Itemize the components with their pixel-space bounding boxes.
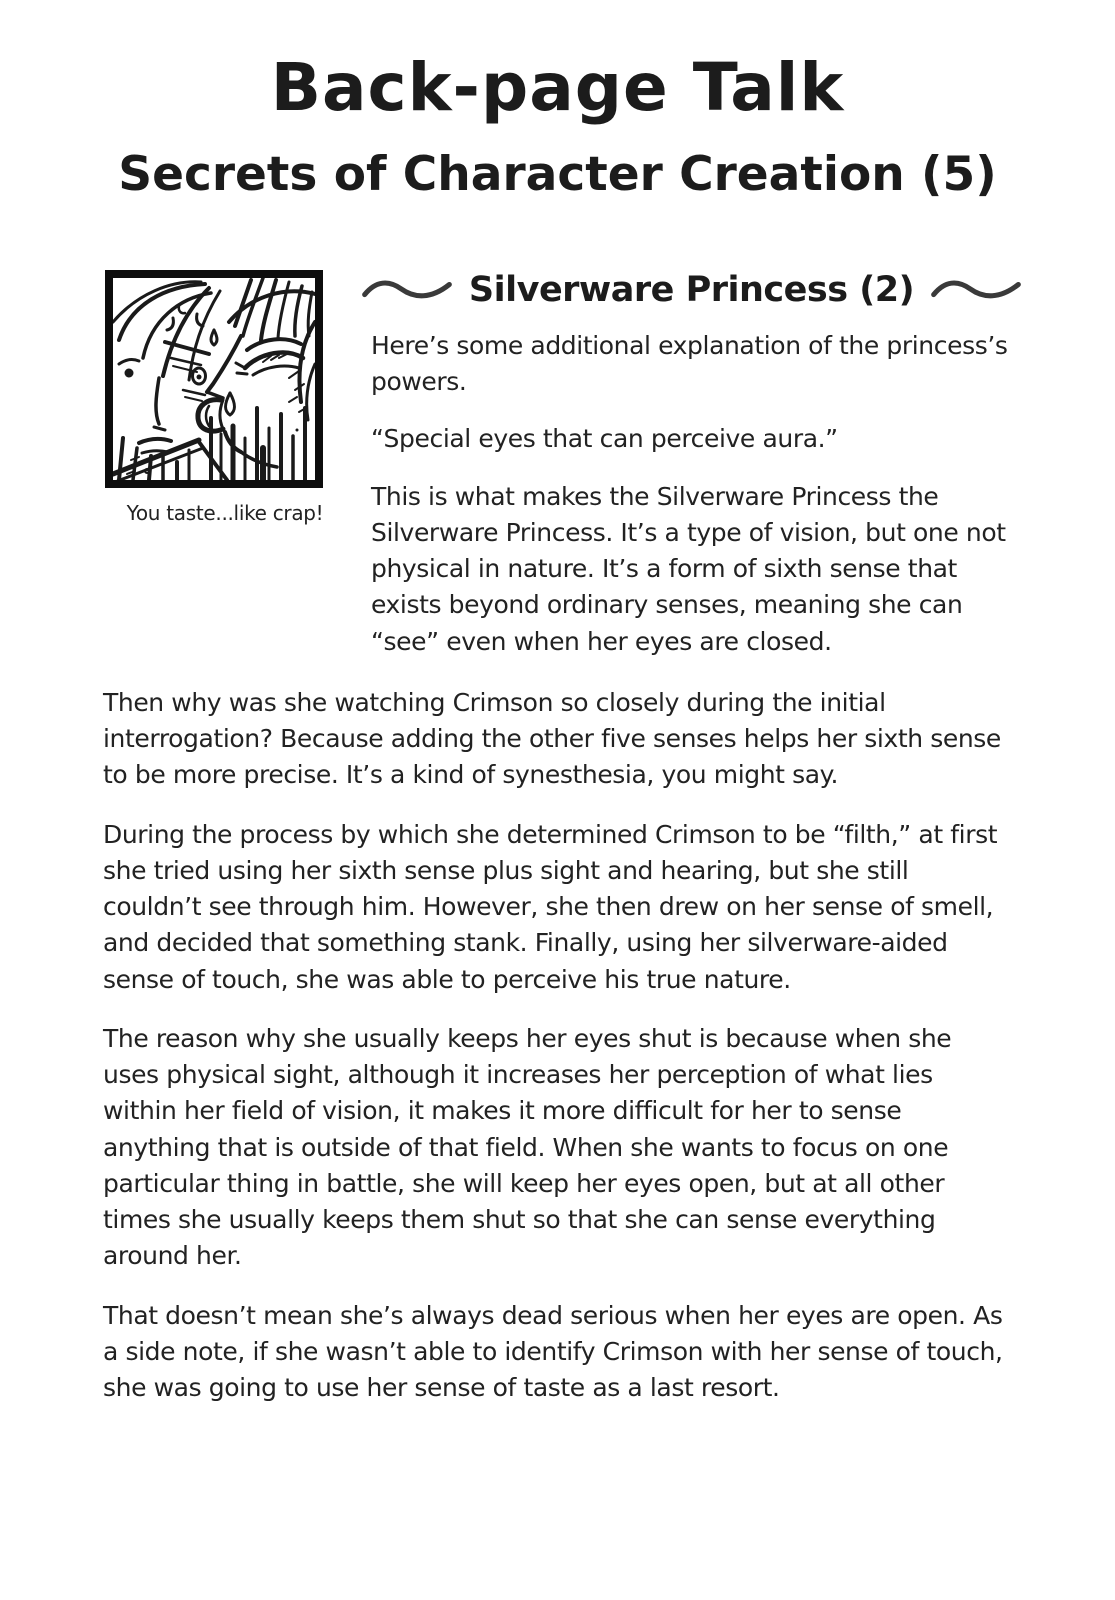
- section-text-column: [371, 270, 1012, 681]
- page-subtitle: Secrets of Character Creation (5): [118, 146, 997, 202]
- body-paragraph: The reason why she usually keeps her eyes shut is because when she uses physical sight, although it increases her perception of what lies within her field of vision, it makes it more difficult for her to sense anything that is outside of that field. When she wants to focus on one particular thing in battle, she will keep her eyes open, but at all other times she usually keeps them shut so that she can sense everything around her.: [103, 1023, 952, 1271]
- squiggle-left-icon: [361, 277, 453, 303]
- body-paragraph: During the process by which she determined Crimson to be “filth,” at first she tried using her sixth sense plus sight and hearing, but she still couldn’t see through him. However, she then drew on her sense of smell, and decided that something stank. Finally, using her silverware-aided sense of touch, she was able to perceive his true nature.: [103, 819, 998, 994]
- page-title: Back-page Talk: [270, 49, 845, 126]
- page-header: [103, 50, 1012, 202]
- intro-paragraph: “Special eyes that can perceive aura.”: [371, 424, 838, 454]
- intro-paragraph: This is what makes the Silverware Princess the Silverware Princess. It’s a type of vision, but one not physical in nature. It’s a form of sixth sense that exists beyond ordinary senses, meaning she can “see” even when her eyes are closed.: [371, 481, 1006, 656]
- body-paragraphs: [103, 685, 1012, 1407]
- manga-panel-figure: [103, 270, 347, 525]
- panel-caption: You taste...like crap!: [126, 500, 324, 525]
- body-paragraph: Then why was she watching Crimson so closely during the initial interrogation? Because adding the other five senses helps her sixth sense to be more precise. It’s a kind of synesthesia, you might say.: [103, 687, 1001, 790]
- intro-paragraph: Here’s some additional explanation of the princess’s powers.: [371, 330, 1008, 397]
- section-heading: Silverware Princess (2): [468, 269, 915, 310]
- body-paragraph: That doesn’t mean she’s always dead serious when her eyes are open. As a side note, if she wasn’t able to identify Crimson with her sense of touch, she was going to use her sense of taste as a last resort.: [103, 1300, 1003, 1403]
- manga-panel-image: [113, 278, 315, 480]
- manga-panel-frame: [105, 270, 323, 488]
- princess-section: [103, 270, 1012, 681]
- section-heading-row: [371, 270, 1012, 310]
- squiggle-right-icon: [930, 277, 1022, 303]
